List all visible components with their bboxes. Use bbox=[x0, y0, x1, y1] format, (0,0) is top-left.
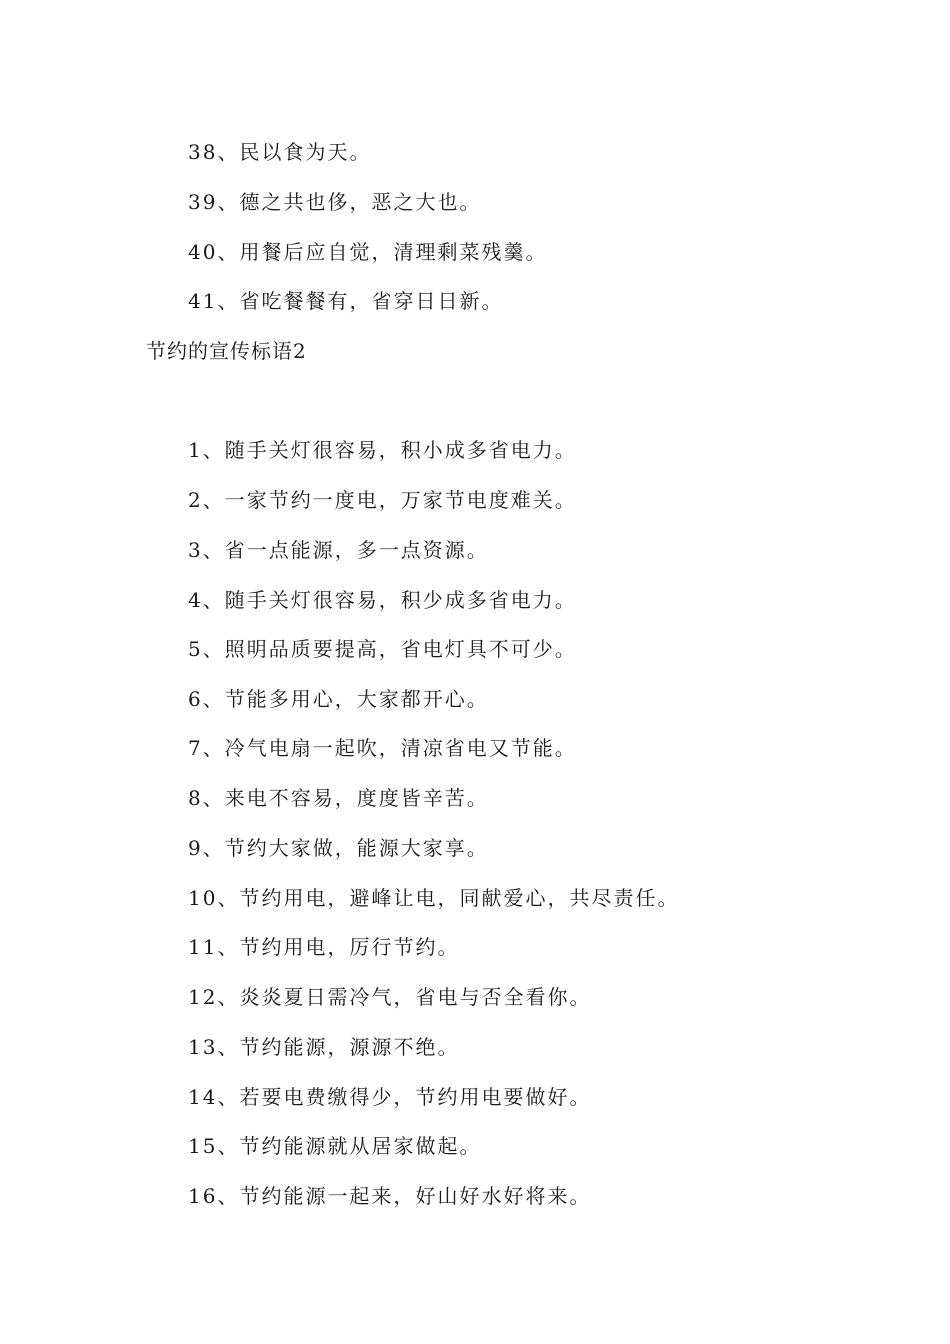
list-item: 39、德之共也侈，恶之大也。 bbox=[188, 190, 482, 214]
list-item: 2、一家节约一度电，万家节电度难关。 bbox=[188, 488, 577, 512]
list-item: 8、来电不容易，度度皆辛苦。 bbox=[188, 786, 489, 810]
list-item: 14、若要电费缴得少，节约用电要做好。 bbox=[188, 1085, 592, 1109]
list-item: 6、节能多用心，大家都开心。 bbox=[188, 687, 489, 711]
list-item: 10、节约用电，避峰让电，同献爱心，共尽责任。 bbox=[188, 886, 680, 910]
list-item: 12、炎炎夏日需冷气，省电与否全看你。 bbox=[188, 985, 592, 1009]
list-item: 5、照明品质要提高，省电灯具不可少。 bbox=[188, 637, 577, 661]
list-item: 4、随手关灯很容易，积少成多省电力。 bbox=[188, 588, 577, 612]
section-heading: 节约的宣传标语2 bbox=[146, 339, 307, 363]
list-item: 1、随手关灯很容易，积小成多省电力。 bbox=[188, 438, 577, 462]
list-item: 7、冷气电扇一起吹，清凉省电又节能。 bbox=[188, 736, 577, 760]
list-item: 11、节约用电，厉行节约。 bbox=[188, 935, 460, 959]
list-item: 3、省一点能源，多一点资源。 bbox=[188, 538, 489, 562]
list-item: 38、民以食为天。 bbox=[188, 140, 372, 164]
list-item: 41、省吃餐餐有，省穿日日新。 bbox=[188, 289, 504, 313]
list-item: 15、节约能源就从居家做起。 bbox=[188, 1134, 482, 1158]
list-item: 13、节约能源，源源不绝。 bbox=[188, 1035, 460, 1059]
list-item: 40、用餐后应自觉，清理剩菜残羹。 bbox=[188, 240, 548, 264]
list-item: 9、节约大家做，能源大家享。 bbox=[188, 836, 489, 860]
list-item: 16、节约能源一起来，好山好水好将来。 bbox=[188, 1184, 592, 1208]
